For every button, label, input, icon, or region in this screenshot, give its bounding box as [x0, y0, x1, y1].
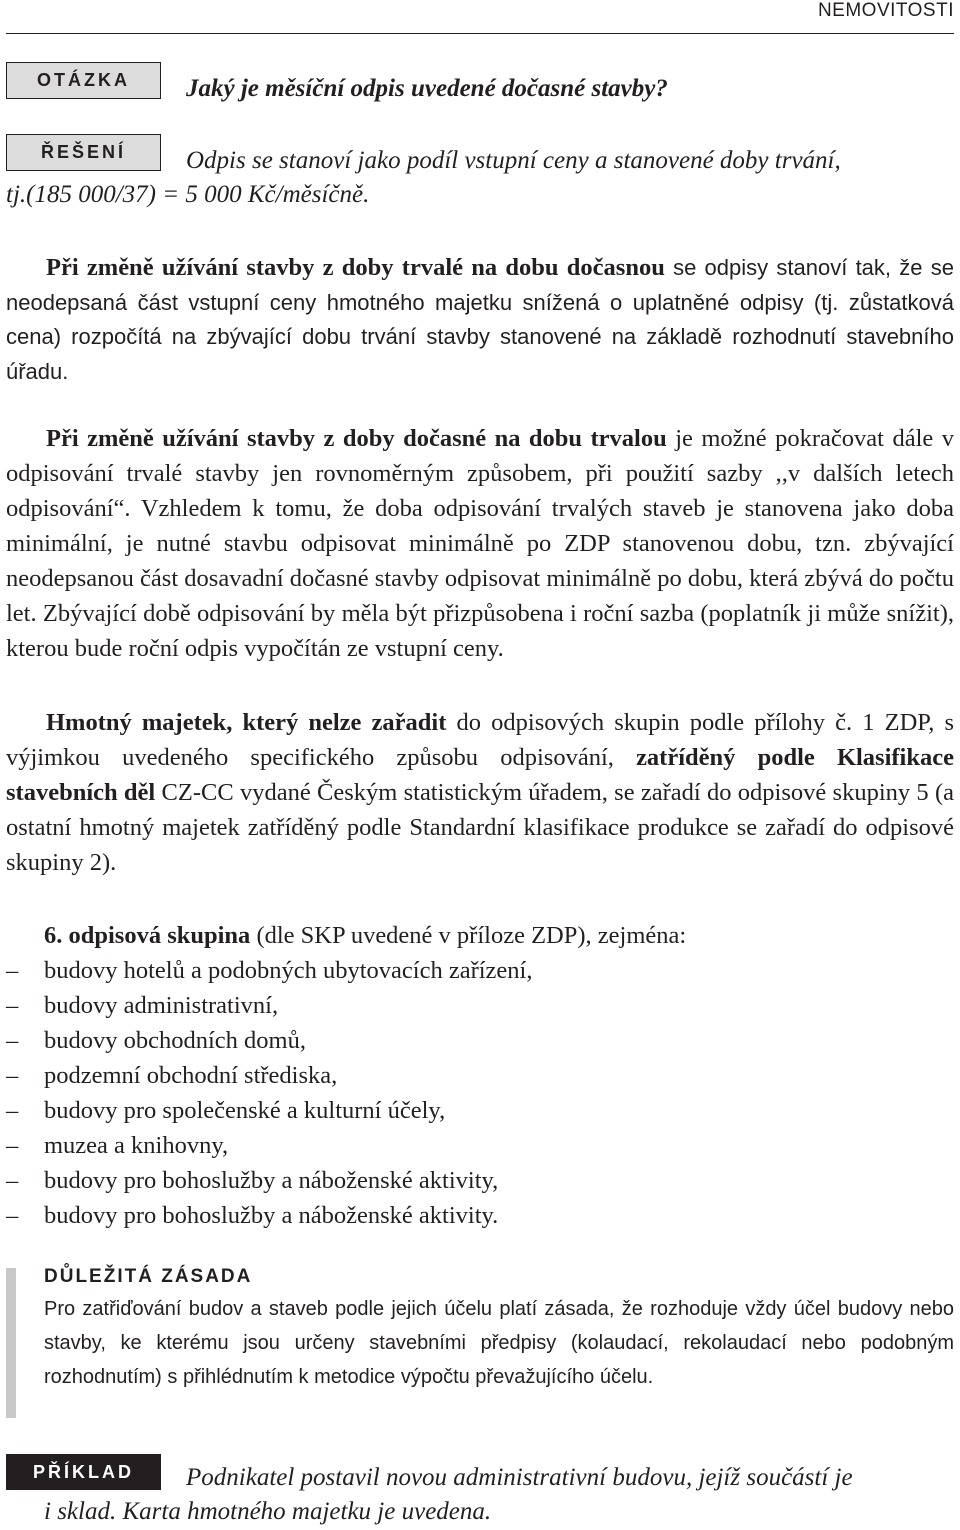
list-item: – budovy obchodních domů, — [6, 1023, 946, 1058]
solution-line-1: Odpis se stanoví jako podíl vstupní ceny a stanovené doby trvání, — [186, 147, 841, 174]
dash-bullet: – — [6, 992, 19, 1019]
paragraph-3-text-1: do odpisových skupin podle přílohy č. 1 ZDP, s výjimkou uvedeného specifického způsobu odpisování, — [6, 709, 954, 771]
note-title: DŮLEŽITÁ ZÁSADA — [44, 1266, 253, 1287]
list-item: – budovy pro bohoslužby a náboženské aktivity. — [6, 1198, 946, 1233]
depreciation-group-list — [6, 918, 946, 1233]
example-line-2: i sklad. Karta hmotného majetku je uvedena. — [44, 1498, 492, 1525]
paragraph-permanent-to-temporary — [6, 250, 954, 389]
paragraph-classification — [6, 705, 954, 880]
note-text: Pro zatřiďování budov a staveb podle jejich účelu platí zásada, že rozhoduje vždy účel budovy nebo stavby, ke kterému jsou určeny stavebními předpisy (kolaudací, rekolaudací nebo podobným rozhodnutím) s přihlédnutím k metodice výpočtu převažujícího účelu. — [44, 1298, 954, 1388]
list-item: – muzea a knihovny, — [6, 1128, 946, 1163]
question-label-box: OTÁZKA — [6, 62, 161, 99]
dash-bullet: – — [6, 1167, 19, 1194]
group-heading-bold: 6. odpisová skupina — [44, 922, 251, 949]
solution-line-2: tj.(185 000/37) = 5 000 Kč/měsíčně. — [6, 181, 370, 208]
list-item: – budovy pro bohoslužby a náboženské aktivity, — [6, 1163, 946, 1198]
dash-bullet: – — [6, 1132, 19, 1159]
dash-bullet: – — [6, 957, 19, 984]
paragraph-1-text: se odpisy stanoví tak, že se neodepsaná část vstupní ceny hmotného majetku snížená o uplatněné odpisy (tj. zůstatková cena) rozpočítá na zbývající dobu trvání stavby stanovené na základě rozhodnutí stavebního úřadu. — [6, 255, 954, 384]
question-text: Jaký je měsíční odpis uvedené dočasné stavby? — [186, 75, 668, 102]
list-item: – budovy hotelů a podobných ubytovacích zařízení, — [6, 953, 946, 988]
page-header-title: NEMOVITOSTI — [817, 0, 954, 21]
paragraph-1-bold: Při změně užívání stavby z doby trvalé na dobu dočasnou — [46, 254, 665, 281]
group-heading-text: (dle SKP uvedené v příloze ZDP), zejména: — [250, 922, 687, 949]
note-side-bar — [6, 1268, 16, 1418]
example-line-1: Podnikatel postavil novou administrativní budovu, jejíž součástí je — [186, 1464, 853, 1491]
example-label-box: PŘÍKLAD — [6, 1454, 161, 1490]
paragraph-2-bold: Při změně užívání stavby z doby dočasné na dobu trvalou — [46, 425, 667, 452]
solution-label-box: ŘEŠENÍ — [6, 134, 161, 171]
header-divider — [6, 33, 954, 34]
paragraph-3-bold-2: zatříděný podle Klasifikace stavebních děl — [6, 744, 954, 806]
paragraph-3-text-2: CZ-CC vydané Českým statistickým úřadem, se zařadí do odpisové skupiny 5 (a ostatní hmotný majetek zatříděný podle Standardní klasifikace produkce se zařadí do odpisové skupiny 2). — [6, 779, 954, 876]
paragraph-temporary-to-permanent — [6, 421, 954, 666]
dash-bullet: – — [6, 1097, 19, 1124]
list-item: – podzemní obchodní střediska, — [6, 1058, 946, 1093]
depreciation-group-heading — [6, 918, 946, 953]
dash-bullet: – — [6, 1062, 19, 1089]
paragraph-2-text: je možné pokračovat dále v odpisování trvalé stavby jen rovnoměrným způsobem, při použití sazby ,,v dalších letech odpisování“. Vzhledem k tomu, že doba odpisování trvalých staveb je stanovena jako doba minimální, je nutné stavbu odpisovat minimálně po ZDP stanovenou dobu, tzn. zbývající neodepsanou část dosavadní dočasné stavby odpisovat minimálně po dobu, která zbývá do počtu let. Zbývající době odpisování by měla být přizpůsobena i roční sazba (poplatník ji může snížit), kterou bude roční odpis vypočítán ze vstupní ceny. — [6, 425, 954, 662]
list-item: – budovy pro společenské a kulturní účely, — [6, 1093, 946, 1128]
list-item: – budovy administrativní, — [6, 988, 946, 1023]
dash-bullet: – — [6, 1027, 19, 1054]
paragraph-3-bold-1: Hmotný majetek, který nelze zařadit — [46, 709, 447, 736]
dash-bullet: – — [6, 1202, 19, 1229]
